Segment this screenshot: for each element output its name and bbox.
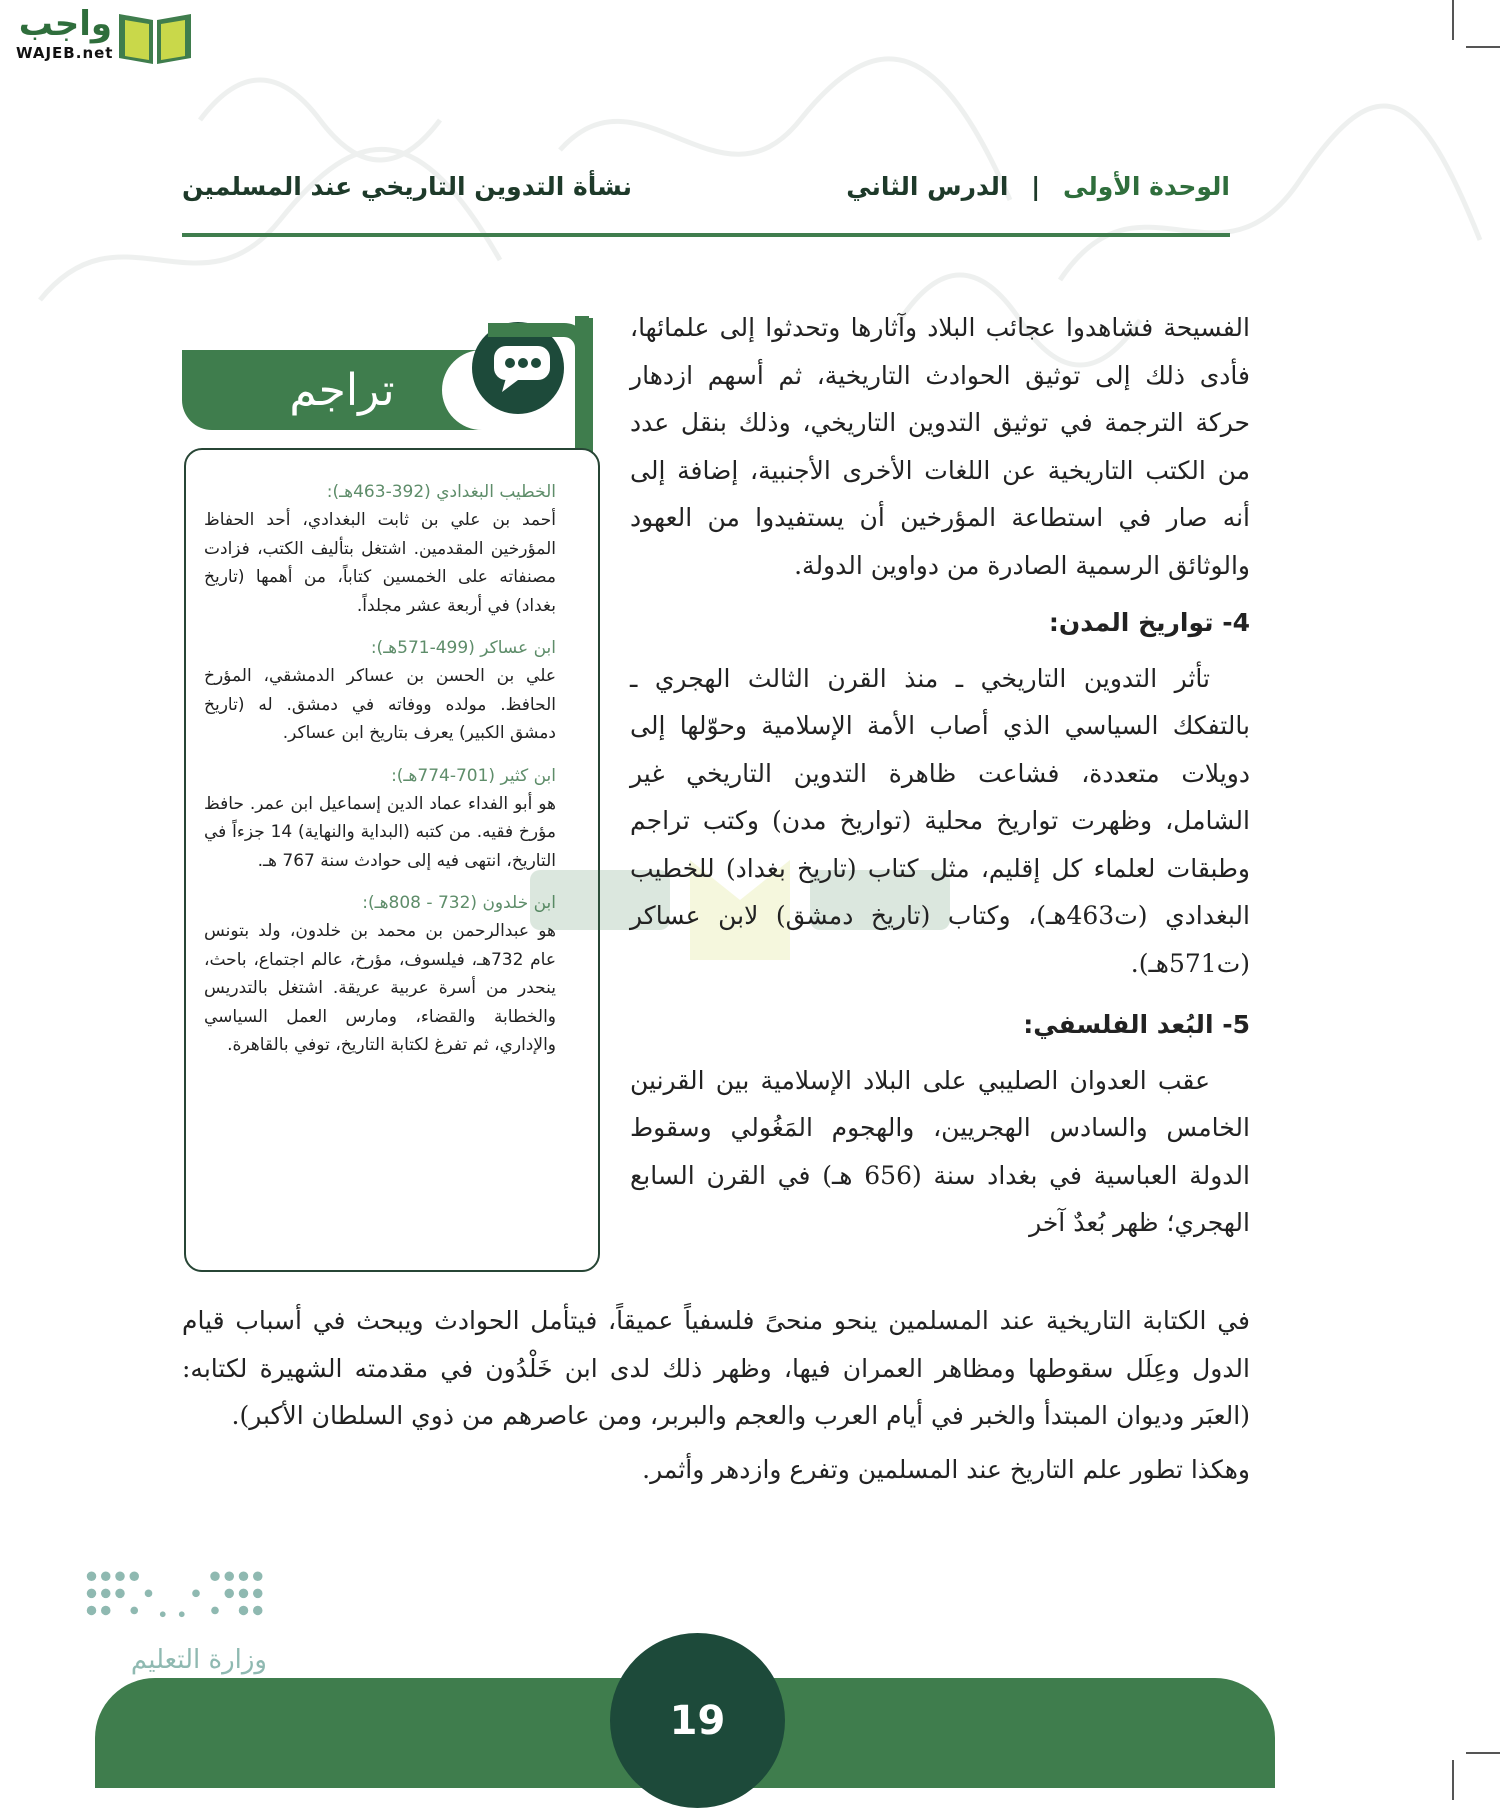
ministry-logo (82, 1565, 282, 1675)
biography-item (204, 762, 556, 876)
paragraph: وهكذا تطور علم التاريخ عند المسلمين وتفرع وازدهر وأثمر. (642, 1454, 1250, 1484)
main-column (630, 304, 1250, 1247)
header-separator: | (1031, 172, 1041, 201)
header-rule (182, 233, 1230, 237)
lesson-title: نشأة التدوين التاريخي عند المسلمين (182, 172, 632, 201)
biography-name: ابن خلدون (732 - 808هـ): (362, 893, 556, 913)
biography-text: أحمد بن علي بن ثابت البغدادي، أحد الحفاظ المؤرخين المقدمين. اشتغل بتأليف الكتب، فزادت مصنفاته على الخمسين كتاباً، من أهمها (تاريخ بغداد) في أربعة عشر مجلداً. (204, 510, 556, 616)
logo-domain: WAJEB.net (16, 44, 114, 62)
paragraph: عقب العدوان الصليبي على البلاد الإسلامية بين القرنين الخامس والسادس الهجريين، والهجوم المَغُولي وسقوط الدولة العباسية في بغداد سنة (656 هـ) في القرن السابع الهجري؛ ظهر بُعدٌ آخر (630, 1065, 1250, 1237)
lesson-label: الدرس الثاني (846, 172, 1009, 201)
unit-label: الوحدة الأولى (1063, 172, 1230, 201)
biography-name: ابن عساكر (499-571هـ): (370, 638, 556, 658)
paragraph: الفسيحة فشاهدوا عجائب البلاد وآثارها وتحدثوا إلى علمائها، فأدى ذلك إلى توثيق الحوادث التاريخية، ثم أسهم ازدهار حركة الترجمة في توثيق التدوين التاريخي، وذلك بنقل عدد من الكتب التاريخية عن اللغات الأخرى الأجنبية، إضافة إلى أنه صار في استطاعة المؤرخين أن يستفيدوا من العهود والوثائق الرسمية الصادرة من دواوين الدولة. (630, 313, 1250, 580)
biography-name: الخطيب البغدادي (392-463هـ): (326, 482, 556, 502)
paragraph: في الكتابة التاريخية عند المسلمين ينحو منحىً فلسفياً عميقاً، فيتأمل الحوادث ويبحث في أسباب قيام الدول وعِلَل سقوطها ومظاهر العمران فيها، وظهر ذلك لدى ابن خَلْدُون في مقدمته الشهيرة لكتابه: (العبَر وديوان المبتدأ والخبر في أيام العرب والعجم والبربر، ومن عاصرهم من ذوي السلطان الأكبر). (182, 1306, 1250, 1430)
biography-item (204, 478, 556, 620)
wajeb-logo[interactable] (10, 4, 190, 66)
biography-text: هو عبدالرحمن بن محمد بن خلدون، ولد بتونس عام 732هـ، فيلسوف، مؤرخ، عالم اجتماع، باحث، ينحدر من أسرة عربية عريقة. اشتغل بالتدريس والخطابة والقضاء، ومارس العمل السياسي والإداري، ثم تفرغ لكتابة التاريخ، توفي بالقاهرة. (204, 921, 556, 1055)
biography-name: ابن كثير (701-774هـ): (391, 765, 556, 786)
biography-item (204, 634, 556, 748)
book-icon (115, 6, 195, 66)
unit-lesson-header (846, 172, 1230, 216)
biography-text: علي بن الحسن بن عساكر الدمشقي، المؤرخ الحافظ. مولده ووفاته في دمشق. له (تاريخ دمشق الكبير) يعرف بتاريخ ابن عساكر. (204, 666, 556, 743)
crop-mark (1466, 1752, 1500, 1754)
dots-pattern-icon (82, 1565, 272, 1635)
chat-bubbles-icon (468, 308, 590, 430)
crop-mark (1452, 1760, 1454, 1800)
ministry-name: وزارة التعليم (130, 1645, 267, 1675)
crop-mark (1466, 46, 1500, 48)
section-heading: 5- البُعد الفلسفي: (1023, 1010, 1250, 1039)
biography-text: هو أبو الفداء عماد الدين إسماعيل ابن عمر. حافظ مؤرخ فقيه. من كتبه (البداية والنهاية) 14 جزءاً في التاريخ، انتهى فيه إلى حوادث سنة 767 هـ. (204, 793, 556, 871)
crop-mark (1452, 0, 1454, 40)
logo-wordmark: واجب (18, 4, 112, 44)
section-heading: 4- تواريخ المدن: (1048, 608, 1250, 637)
biographies-list (204, 478, 556, 1074)
page-number: 19 (610, 1633, 785, 1808)
sidebar-title: تراجم (289, 365, 395, 416)
biography-item (204, 889, 556, 1060)
main-full-width (182, 1297, 1250, 1493)
paragraph: تأثر التدوين التاريخي ـ منذ القرن الثالث الهجري ـ بالتفكك السياسي الذي أصاب الأمة الإسلامية وحوّلها إلى دويلات متعددة، فشاعت ظاهرة التدوين التاريخي غير الشامل، وظهرت تواريخ محلية (تواريخ مدن) وكتب تراجم وطبقات لعلماء كل إقليم، مثل كتاب (تاريخ بغداد) للخطيب البغدادي (ت463هـ)، وكتاب (تاريخ دمشق) لابن عساكر (ت571هـ). (630, 663, 1250, 978)
